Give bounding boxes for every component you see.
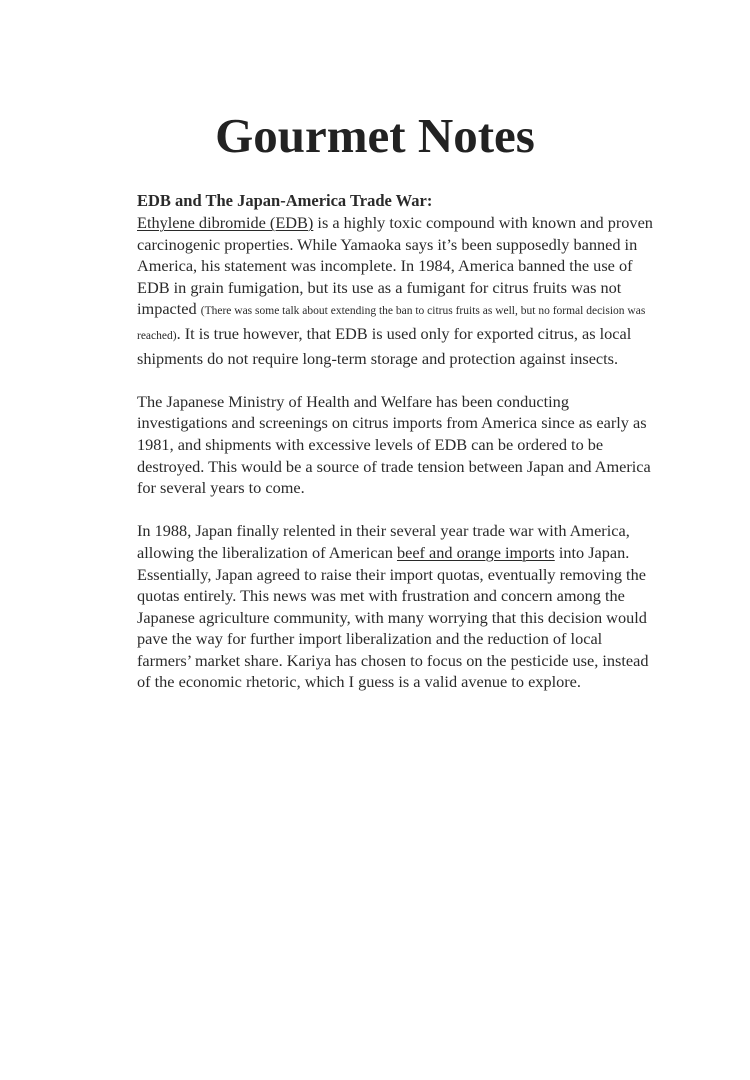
paragraph-edb-aside: (There was some talk about extending the ban to citrus fruits as well, but no formal decision was reached): [137, 305, 646, 342]
link-ethylene-dibromide[interactable]: Ethylene dibromide (EDB): [137, 213, 314, 232]
paragraph-ministry: The Japanese Ministry of Health and Welfare has been conducting investigations and screenings on citrus imports from America since as early as 1981, and shipments with excessive levels of EDB can be ordered to be destroyed. This would be a source of trade tension between Japan and America for several years to come.: [137, 391, 651, 498]
page-title: Gourmet Notes: [215, 108, 535, 163]
notes-content: [137, 190, 659, 715]
paragraph-trade-war-text-a: In 1988, Japan finally relented in their several year trade war with America, allowing the liberalization of American: [137, 521, 630, 562]
paragraph-edb: [137, 212, 659, 369]
paragraph-trade-war: [137, 520, 659, 693]
section-heading: EDB and The Japan-America Trade War:: [137, 191, 433, 210]
paragraph-edb-text-a: is a highly toxic compound with known and proven carcinogenic properties. While Yamaoka says it’s been supposedly banned in America, his statement was incomplete. In 1984, America banned the use of EDB in grain fumigation, but its use as a fumigant for citrus fruits was not impacted: [137, 213, 653, 319]
paragraph-trade-war-text-b: into Japan. Essentially, Japan agreed to raise their import quotas, eventually removing the quotas entirely. This news was met with frustration and concern among the Japanese agriculture community, with many worrying that this decision would pave the way for further import liberalization and the reduction of local farmers’ market share. Kariya has chosen to focus on the pesticide use, instead of the economic rhetoric, which I guess is a valid avenue to explore.: [137, 542, 649, 692]
link-beef-orange-imports[interactable]: beef and orange imports: [396, 542, 555, 562]
paragraph-edb-text-b: . It is true however, that EDB is used only for exported citrus, as local shipments do not require long-term storage and protection against insects.: [137, 323, 632, 368]
